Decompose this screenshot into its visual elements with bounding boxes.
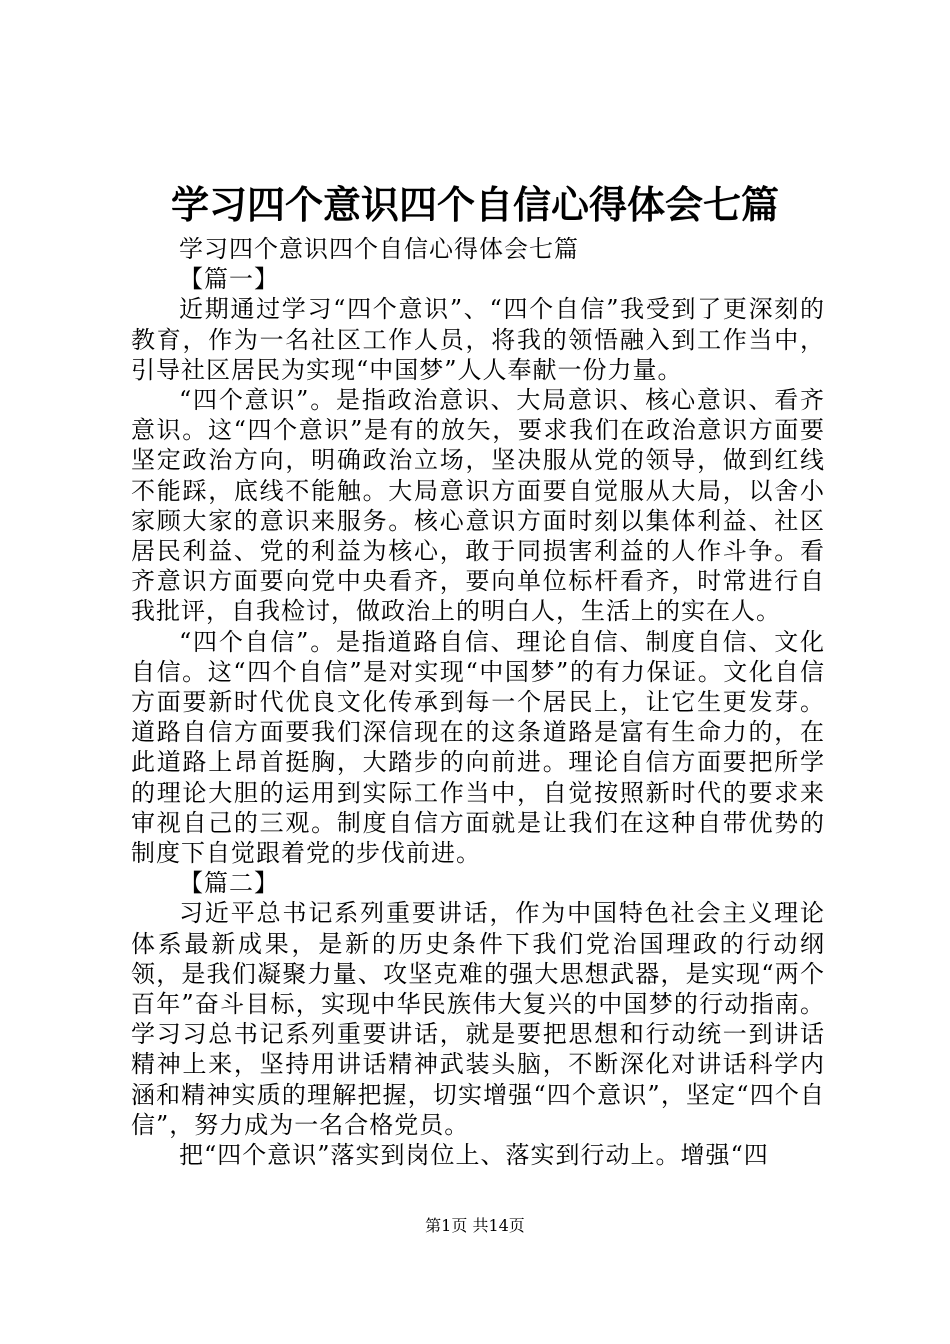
paragraph: 近期通过学习“四个意识”、“四个自信”我受到了更深刻的教育，作为一名社区工作人员，将我的领悟融入到工作当中，引导社区居民为实现“中国梦”人人奉献一份力量。 xyxy=(131,295,825,384)
paragraph: 习近平总书记系列重要讲话，作为中国特色社会主义理论体系最新成果，是新的历史条件下我们党治国理政的行动纲领，是我们凝聚力量、攻坚克难的强大思想武器，是实现“两个百年”奋斗目标，实现中华民族伟大复兴的中国梦的行动指南。学习习总书记系列重要讲话，就是要把思想和行动统一到讲话精神上来，坚持用讲话精神武装头脑，不断深化对讲话科学内涵和精神实质的理解把握，切实增强“四个意识”，坚定“四个自信”，努力成为一名合格党员。 xyxy=(131,899,825,1139)
paragraph: “四个意识”。是指政治意识、大局意识、核心意识、看齐意识。这“四个意识”是有的放矢，要求我们在政治意识方面要坚定政治方向，明确政治立场，坚决服从党的领导，做到红线不能踩，底线不能触。大局意识方面要自觉服从大局，以舍小家顾大家的意识来服务。核心意识方面时刻以集体利益、社区居民利益、党的利益为核心，敢于同损害利益的人作斗争。看齐意识方面要向党中央看齐，要向单位标杆看齐，时常进行自我批评，自我检讨，做政治上的明白人，生活上的实在人。 xyxy=(131,386,825,626)
paragraph: “四个自信”。是指道路自信、理论自信、制度自信、文化自信。这“四个自信”是对实现“中国梦”的有力保证。文化自信方面要新时代优良文化传承到每一个居民上，让它生更发芽。道路自信方面要我们深信现在的这条道路是富有生命力的，在此道路上昂首挺胸，大踏步的向前进。理论自信方面要把所学的理论大胆的运用到实际工作当中，自觉按照新时代的要求来审视自己的三观。制度自信方面就是让我们在这种自带优势的制度下自觉跟着党的步伐前进。 xyxy=(131,627,825,868)
document-subtitle: 学习四个意识四个自信心得体会七篇 xyxy=(179,235,579,263)
document-title: 学习四个意识四个自信心得体会七篇 xyxy=(170,182,779,227)
paragraph: 把“四个意识”落实到岗位上、落实到行动上。增强“四 xyxy=(179,1141,769,1170)
page-footer: 第1页 共14页 xyxy=(425,1216,525,1235)
section-heading-1: 【篇一】 xyxy=(179,265,279,294)
section-heading-2: 【篇二】 xyxy=(179,869,279,898)
document-body xyxy=(131,234,825,1170)
